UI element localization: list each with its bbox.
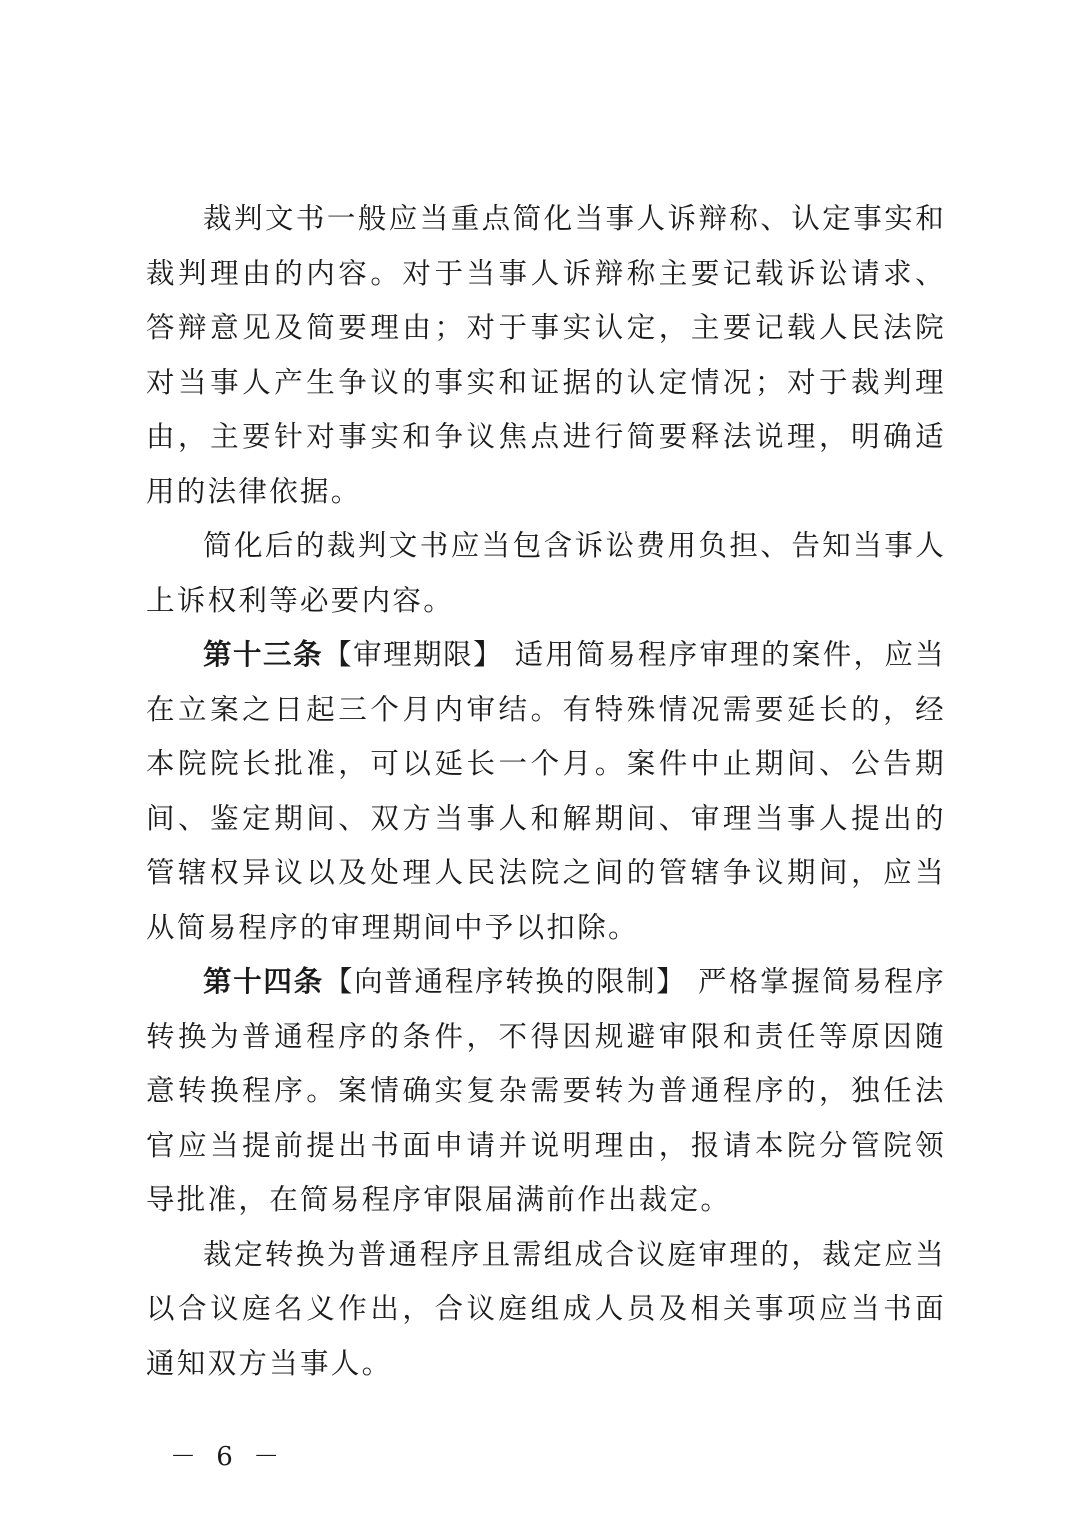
article-title: 【向普通程序转换的限制】 [323,965,687,998]
document-body [146,192,946,1391]
article-13 [146,628,946,955]
article-number: 第十四条 [203,965,324,998]
article-heading [203,638,503,671]
paragraph-text: 裁判文书一般应当重点简化当事人诉辩称、认定事实和裁判理由的内容。对于当事人诉辩称主要记载诉讼请求、答辩意见及简要理由；对于事实认定，主要记载人民法院对当事人产生争议的事实和证据的认定情况；对于裁判理由，主要针对事实和争议焦点进行简要释法说理，明确适用的法律依据。 [146,202,946,508]
page-number: － 6 － [170,1442,286,1472]
paragraph-collegial-panel [146,1228,946,1392]
article-14 [146,955,946,1228]
article-title: 【审理期限】 [323,638,504,671]
article-number: 第十三条 [203,638,324,671]
paragraph-text: 简化后的裁判文书应当包含诉讼费用负担、告知当事人上诉权利等必要内容。 [146,529,946,617]
article-text: 适用简易程序审理的案件，应当在立案之日起三个月内审结。有特殊情况需要延长的，经本院院长批准，可以延长一个月。案件中止期间、公告期间、鉴定期间、双方当事人和解期间、审理当事人提出的管辖权异议以及处理人民法院之间的管辖争议期间，应当从简易程序的审理期间中予以扣除。 [146,638,946,944]
article-heading [203,965,686,998]
paragraph-text: 裁定转换为普通程序且需组成合议庭审理的，裁定应当以合议庭名义作出，合议庭组成人员及相关事项应当书面通知双方当事人。 [146,1237,946,1380]
article-text: 严格掌握简易程序转换为普通程序的条件，不得因规避审限和责任等原因随意转换程序。案情确实复杂需要转为普通程序的，独任法官应当提前提出书面申请并说明理由，报请本院分管院领导批准，在简易程序审限届满前作出裁定。 [146,965,946,1216]
paragraph-required-content [146,519,946,628]
paragraph-simplification-content [146,192,946,519]
